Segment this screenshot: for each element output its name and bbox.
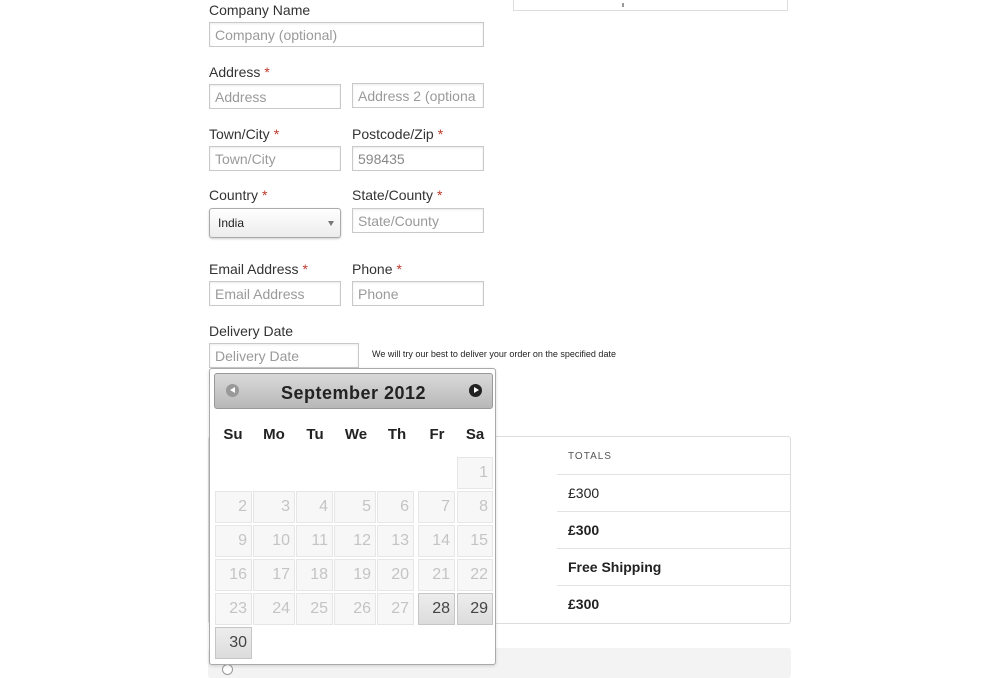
calendar-day: 15 bbox=[457, 525, 493, 557]
company-input[interactable] bbox=[209, 22, 484, 47]
calendar-day: 3 bbox=[253, 491, 295, 523]
calendar-day: 27 bbox=[377, 593, 414, 625]
calendar-day: 2 bbox=[215, 491, 252, 523]
delivery-date-input[interactable] bbox=[209, 343, 359, 368]
datepicker-popup bbox=[209, 368, 496, 665]
calendar-day: 11 bbox=[296, 525, 333, 557]
delivery-note: We will try our best to deliver your order on the specified date bbox=[372, 349, 616, 359]
calendar-day[interactable]: 28 bbox=[418, 593, 455, 625]
weekday-header: Su bbox=[223, 426, 243, 443]
email-label: Email Address * bbox=[209, 261, 308, 277]
state-label: State/County * bbox=[352, 187, 443, 203]
calendar-day: 21 bbox=[418, 559, 455, 591]
state-input[interactable] bbox=[352, 208, 484, 233]
calendar-day: 18 bbox=[296, 559, 333, 591]
radio-button[interactable] bbox=[222, 664, 233, 675]
country-select[interactable] bbox=[209, 208, 341, 238]
calendar-day: 23 bbox=[215, 593, 252, 625]
phone-input[interactable] bbox=[352, 281, 484, 306]
postcode-label: Postcode/Zip * bbox=[352, 126, 444, 142]
chevron-down-icon bbox=[328, 221, 334, 226]
calendar-day: 13 bbox=[377, 525, 414, 557]
calendar-day: 12 bbox=[334, 525, 376, 557]
calendar-day: 5 bbox=[334, 491, 376, 523]
chevron-right-circle-icon[interactable] bbox=[469, 384, 482, 397]
email-input[interactable] bbox=[209, 281, 341, 306]
calendar-day[interactable]: 30 bbox=[215, 627, 252, 659]
weekday-header: Tu bbox=[306, 426, 324, 443]
text-fragment bbox=[622, 3, 624, 7]
totals-row: £300 bbox=[557, 585, 790, 623]
postcode-input[interactable] bbox=[352, 146, 484, 171]
town-label: Town/City * bbox=[209, 126, 280, 142]
weekday-header: Fr bbox=[429, 426, 445, 443]
address-label: Address * bbox=[209, 64, 270, 80]
calendar-day: 1 bbox=[457, 457, 493, 489]
calendar-day: 14 bbox=[418, 525, 455, 557]
calendar-day: 26 bbox=[334, 593, 376, 625]
calendar-day: 16 bbox=[215, 559, 252, 591]
calendar-day: 7 bbox=[418, 491, 455, 523]
calendar-day: 17 bbox=[253, 559, 295, 591]
address-input[interactable] bbox=[209, 84, 341, 109]
order-summary-box-edge bbox=[513, 0, 788, 11]
delivery-date-label: Delivery Date bbox=[209, 323, 294, 339]
calendar-day: 6 bbox=[377, 491, 414, 523]
weekday-header: Sa bbox=[465, 426, 485, 443]
calendar-day: 24 bbox=[253, 593, 295, 625]
weekday-header: We bbox=[344, 426, 368, 443]
calendar-day: 9 bbox=[215, 525, 252, 557]
phone-label: Phone * bbox=[352, 261, 402, 277]
calendar-day: 10 bbox=[253, 525, 295, 557]
calendar-day: 19 bbox=[334, 559, 376, 591]
address2-input[interactable] bbox=[352, 83, 484, 108]
datepicker-header bbox=[214, 373, 493, 409]
datepicker-title: September 2012 bbox=[280, 383, 427, 403]
calendar-day: 20 bbox=[377, 559, 414, 591]
calendar-day[interactable]: 29 bbox=[457, 593, 493, 625]
calendar-day: 8 bbox=[457, 491, 493, 523]
totals-row: Free Shipping bbox=[557, 548, 790, 586]
company-label: Company Name bbox=[209, 2, 311, 18]
totals-row: £300 bbox=[557, 474, 790, 512]
town-input[interactable] bbox=[209, 146, 341, 171]
calendar-day: 25 bbox=[296, 593, 333, 625]
country-selected-value: India bbox=[218, 216, 245, 230]
calendar-day: 4 bbox=[296, 491, 333, 523]
weekday-header: Mo bbox=[263, 426, 285, 443]
weekday-header: Th bbox=[387, 426, 407, 443]
country-label: Country * bbox=[209, 187, 268, 203]
calendar-day: 22 bbox=[457, 559, 493, 591]
totals-header: TOTALS bbox=[568, 451, 612, 462]
totals-row: £300 bbox=[557, 511, 790, 549]
